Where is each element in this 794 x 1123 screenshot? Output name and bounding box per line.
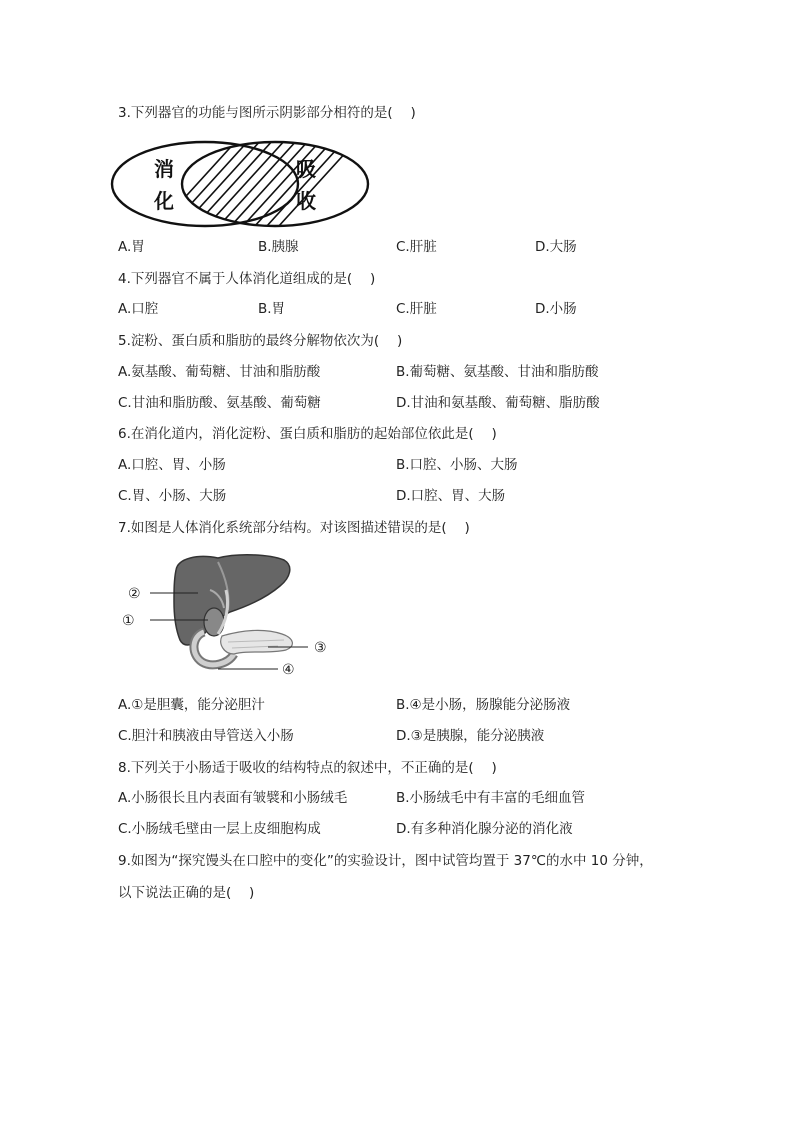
question-5-stem: 5.淀粉、蛋白质和脂肪的最终分解物依次为( ) xyxy=(118,333,403,349)
q4-option-a[interactable]: A.口腔 xyxy=(118,301,159,317)
q3-option-c[interactable]: C.肝脏 xyxy=(396,239,437,255)
question-9-stem: 9.如图为“探究馒头在口腔中的变化”的实验设计，图中试管均置于 37℃的水中 10 分钟， xyxy=(118,853,653,869)
venn-left-char-1: 消 xyxy=(154,157,174,181)
q5-option-b[interactable]: B.葡萄糖、氨基酸、甘油和脂肪酸 xyxy=(396,364,599,380)
q4-option-b[interactable]: B.胃 xyxy=(258,301,286,317)
label-4: ④ xyxy=(282,662,295,678)
venn-right-char-2: 收 xyxy=(296,189,316,213)
venn-diagram xyxy=(120,138,360,230)
question-8-stem: 8.下列关于小肠适于吸收的结构特点的叙述中，不正确的是( ) xyxy=(118,760,497,776)
question-4-stem: 4.下列器官不属于人体消化道组成的是( ) xyxy=(118,271,376,287)
q8-option-a[interactable]: A.小肠很长且内表面有皱襞和小肠绒毛 xyxy=(118,790,348,806)
q3-option-d[interactable]: D.大肠 xyxy=(535,239,577,255)
q8-option-d[interactable]: D.有多种消化腺分泌的消化液 xyxy=(396,821,573,837)
label-1: ① xyxy=(122,613,135,629)
q3-option-b[interactable]: B.胰腺 xyxy=(258,239,299,255)
q7-option-d[interactable]: D.③是胰腺，能分泌胰液 xyxy=(396,728,545,744)
question-6-stem: 6.在消化道内，消化淀粉、蛋白质和脂肪的起始部位依此是( ) xyxy=(118,426,497,442)
q5-option-c[interactable]: C.甘油和脂肪酸、氨基酸、葡萄糖 xyxy=(118,395,321,411)
label-3: ③ xyxy=(314,640,327,656)
q3-option-a[interactable]: A.胃 xyxy=(118,239,145,255)
q4-option-d[interactable]: D.小肠 xyxy=(535,301,577,317)
question-3-stem: 3.下列器官的功能与图所示阴影部分相符的是( ) xyxy=(118,105,416,121)
q8-option-c[interactable]: C.小肠绒毛壁由一层上皮细胞构成 xyxy=(118,821,321,837)
q4-option-c[interactable]: C.肝脏 xyxy=(396,301,437,317)
q7-option-a[interactable]: A.①是胆囊，能分泌胆汁 xyxy=(118,697,265,713)
q6-option-b[interactable]: B.口腔、小肠、大肠 xyxy=(396,457,518,473)
q6-option-d[interactable]: D.口腔、胃、大肠 xyxy=(396,488,506,504)
label-2: ② xyxy=(128,586,141,602)
q7-option-b[interactable]: B.④是小肠，肠腺能分泌肠液 xyxy=(396,697,571,713)
digestive-organs-figure xyxy=(118,550,343,680)
q6-option-a[interactable]: A.口腔、胃、小肠 xyxy=(118,457,226,473)
venn-right-char-1: 吸 xyxy=(296,157,316,181)
q8-option-b[interactable]: B.小肠绒毛中有丰富的毛细血管 xyxy=(396,790,586,806)
question-9-stem-continued: 以下说法正确的是( ) xyxy=(118,885,255,901)
venn-left-char-2: 化 xyxy=(154,189,174,213)
q5-option-a[interactable]: A.氨基酸、葡萄糖、甘油和脂肪酸 xyxy=(118,364,321,380)
q6-option-c[interactable]: C.胃、小肠、大肠 xyxy=(118,488,227,504)
q5-option-d[interactable]: D.甘油和氨基酸、葡萄糖、脂肪酸 xyxy=(396,395,600,411)
q7-option-c[interactable]: C.胆汁和胰液由导管送入小肠 xyxy=(118,728,294,744)
question-7-stem: 7.如图是人体消化系统部分结构。对该图描述错误的是( ) xyxy=(118,520,470,536)
